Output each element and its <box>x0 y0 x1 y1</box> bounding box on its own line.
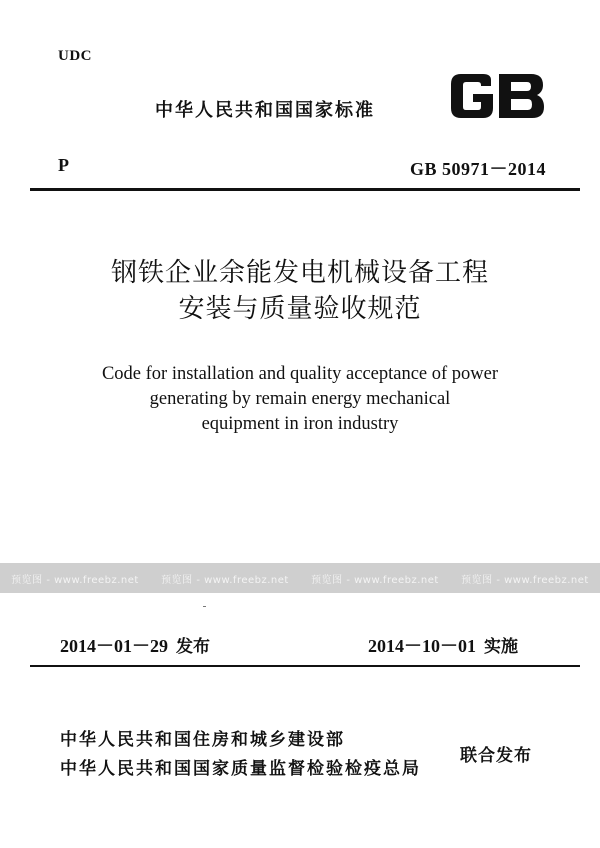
standard-number: GB 50971－2014 <box>409 159 546 179</box>
implement-label: 实施 <box>484 637 518 657</box>
english-title-line: equipment in iron industry <box>201 414 399 434</box>
issuer-line: 中华人民共和国住房和城乡建设部 <box>60 730 345 750</box>
issue-label: 发布 <box>176 637 210 657</box>
top-divider <box>30 188 580 191</box>
watermark-band <box>0 563 600 593</box>
gb-logo <box>447 70 547 122</box>
chinese-title-line: 安装与质量验收规范 <box>178 294 422 324</box>
watermark-text: 预览图 - www.freebz.net <box>311 574 439 586</box>
watermark-text: 预览图 - www.freebz.net <box>161 574 289 586</box>
watermark-text: 预览图 - www.freebz.net <box>461 574 589 586</box>
udc-label: UDC <box>58 48 92 64</box>
joint-issue-label: 联合发布 <box>460 746 532 766</box>
issue-date: 2014－01－29 <box>60 636 168 656</box>
gb-logo-icon <box>447 70 547 122</box>
national-standard-heading: 中华人民共和国国家标准 <box>155 100 375 121</box>
classification-code: P <box>58 155 69 175</box>
english-title-line: generating by remain energy mechanical <box>149 389 451 409</box>
english-title-line: Code for installation and quality acceptance of power <box>101 364 499 384</box>
english-title <box>0 362 600 437</box>
issuer-line: 中华人民共和国国家质量监督检验检疫总局 <box>60 759 421 779</box>
issuing-authorities <box>60 726 421 784</box>
issue-date-block <box>60 632 210 658</box>
chinese-title <box>0 255 600 327</box>
chinese-title-line: 钢铁企业余能发电机械设备工程 <box>110 258 489 288</box>
implement-date: 2014－10－01 <box>368 636 476 656</box>
stray-mark <box>203 606 206 607</box>
bottom-divider <box>30 665 580 667</box>
implement-date-block <box>368 632 518 658</box>
watermark-text: 预览图 - www.freebz.net <box>11 574 139 586</box>
